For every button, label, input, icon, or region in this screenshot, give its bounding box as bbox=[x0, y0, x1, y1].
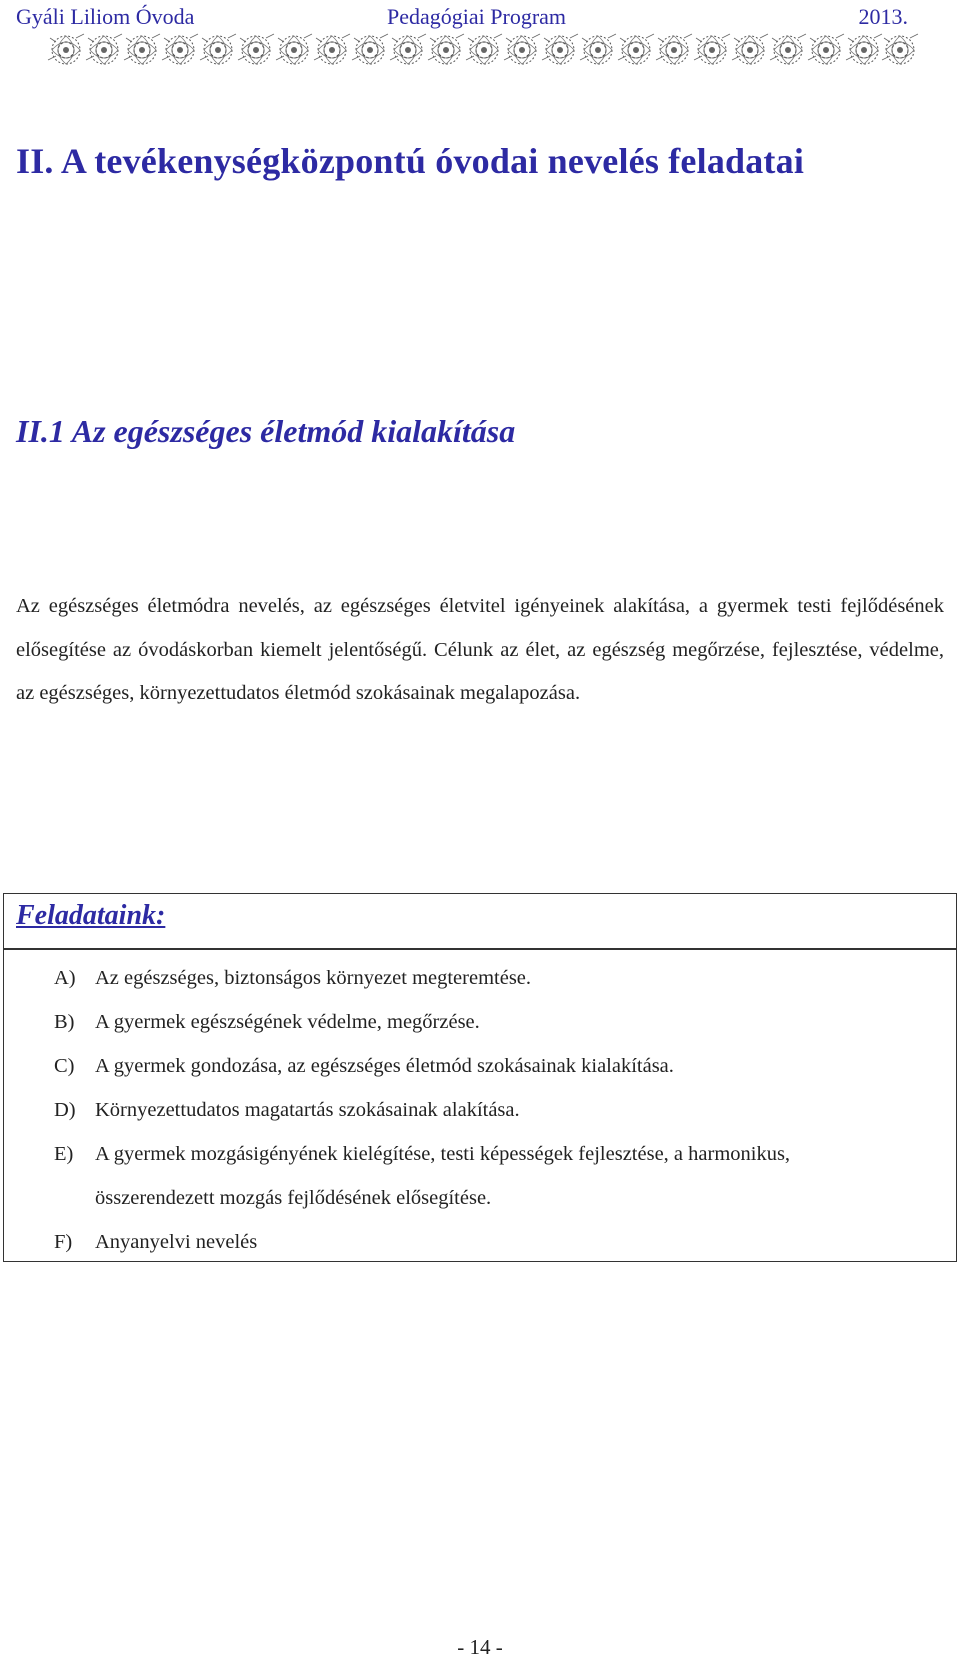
task-letter: A) bbox=[54, 967, 76, 989]
task-item-f bbox=[54, 1220, 875, 1264]
tasks-heading: Feladataink: bbox=[16, 900, 166, 931]
task-letter: F) bbox=[54, 1231, 73, 1253]
chapter-title: II. A tevékenységközpontú óvodai nevelés feladatai bbox=[16, 141, 805, 181]
tasks-heading-row bbox=[4, 894, 956, 950]
intro-paragraph: Az egészséges életmódra nevelés, az egészséges életvitel igényeinek alakítása, a gyermek testi fejlődésének elősegítése az óvodáskorban kiemelt jelentőségű. Célunk az élet, az egészség megőrzése, fejlesztése, védelme, az egészséges, környezettudatos életmód szokásainak megalapozása. bbox=[16, 595, 944, 704]
task-letter: D) bbox=[54, 1099, 76, 1121]
page-header bbox=[16, 4, 920, 30]
task-item-e bbox=[54, 1132, 875, 1220]
page-number: - 14 - bbox=[457, 1635, 503, 1659]
task-item-a bbox=[54, 956, 875, 1000]
floral-ornament-border bbox=[46, 28, 920, 72]
task-text: Az egészséges, biztonságos környezet megteremtése. bbox=[95, 967, 532, 989]
task-text: A gyermek gondozása, az egészséges életmód szokásainak kialakítása. bbox=[95, 1055, 674, 1077]
section-title: II.1 Az egészséges életmód kialakítása bbox=[16, 413, 516, 449]
task-text: Anyanyelvi nevelés bbox=[95, 1231, 258, 1253]
task-letter: E) bbox=[54, 1143, 74, 1165]
header-school-name: Gyáli Liliom Óvoda bbox=[16, 4, 195, 29]
task-item-c bbox=[54, 1044, 875, 1088]
tasks-box bbox=[3, 893, 957, 1262]
task-letter: B) bbox=[54, 1011, 75, 1033]
header-year: 2013. bbox=[858, 4, 908, 29]
task-item-b bbox=[54, 1000, 875, 1044]
tasks-list bbox=[54, 956, 875, 1264]
task-text: Környezettudatos magatartás szokásainak alakítása. bbox=[95, 1099, 520, 1121]
task-text: A gyermek egészségének védelme, megőrzése. bbox=[95, 1011, 480, 1033]
task-text: A gyermek mozgásigényének kielégítése, testi képességek fejlesztése, a harmonikus, összerendezett mozgás fejlődésének elősegítése. bbox=[95, 1143, 791, 1209]
task-item-d bbox=[54, 1088, 875, 1132]
header-document-name: Pedagógiai Program bbox=[387, 4, 567, 29]
task-letter: C) bbox=[54, 1055, 75, 1077]
